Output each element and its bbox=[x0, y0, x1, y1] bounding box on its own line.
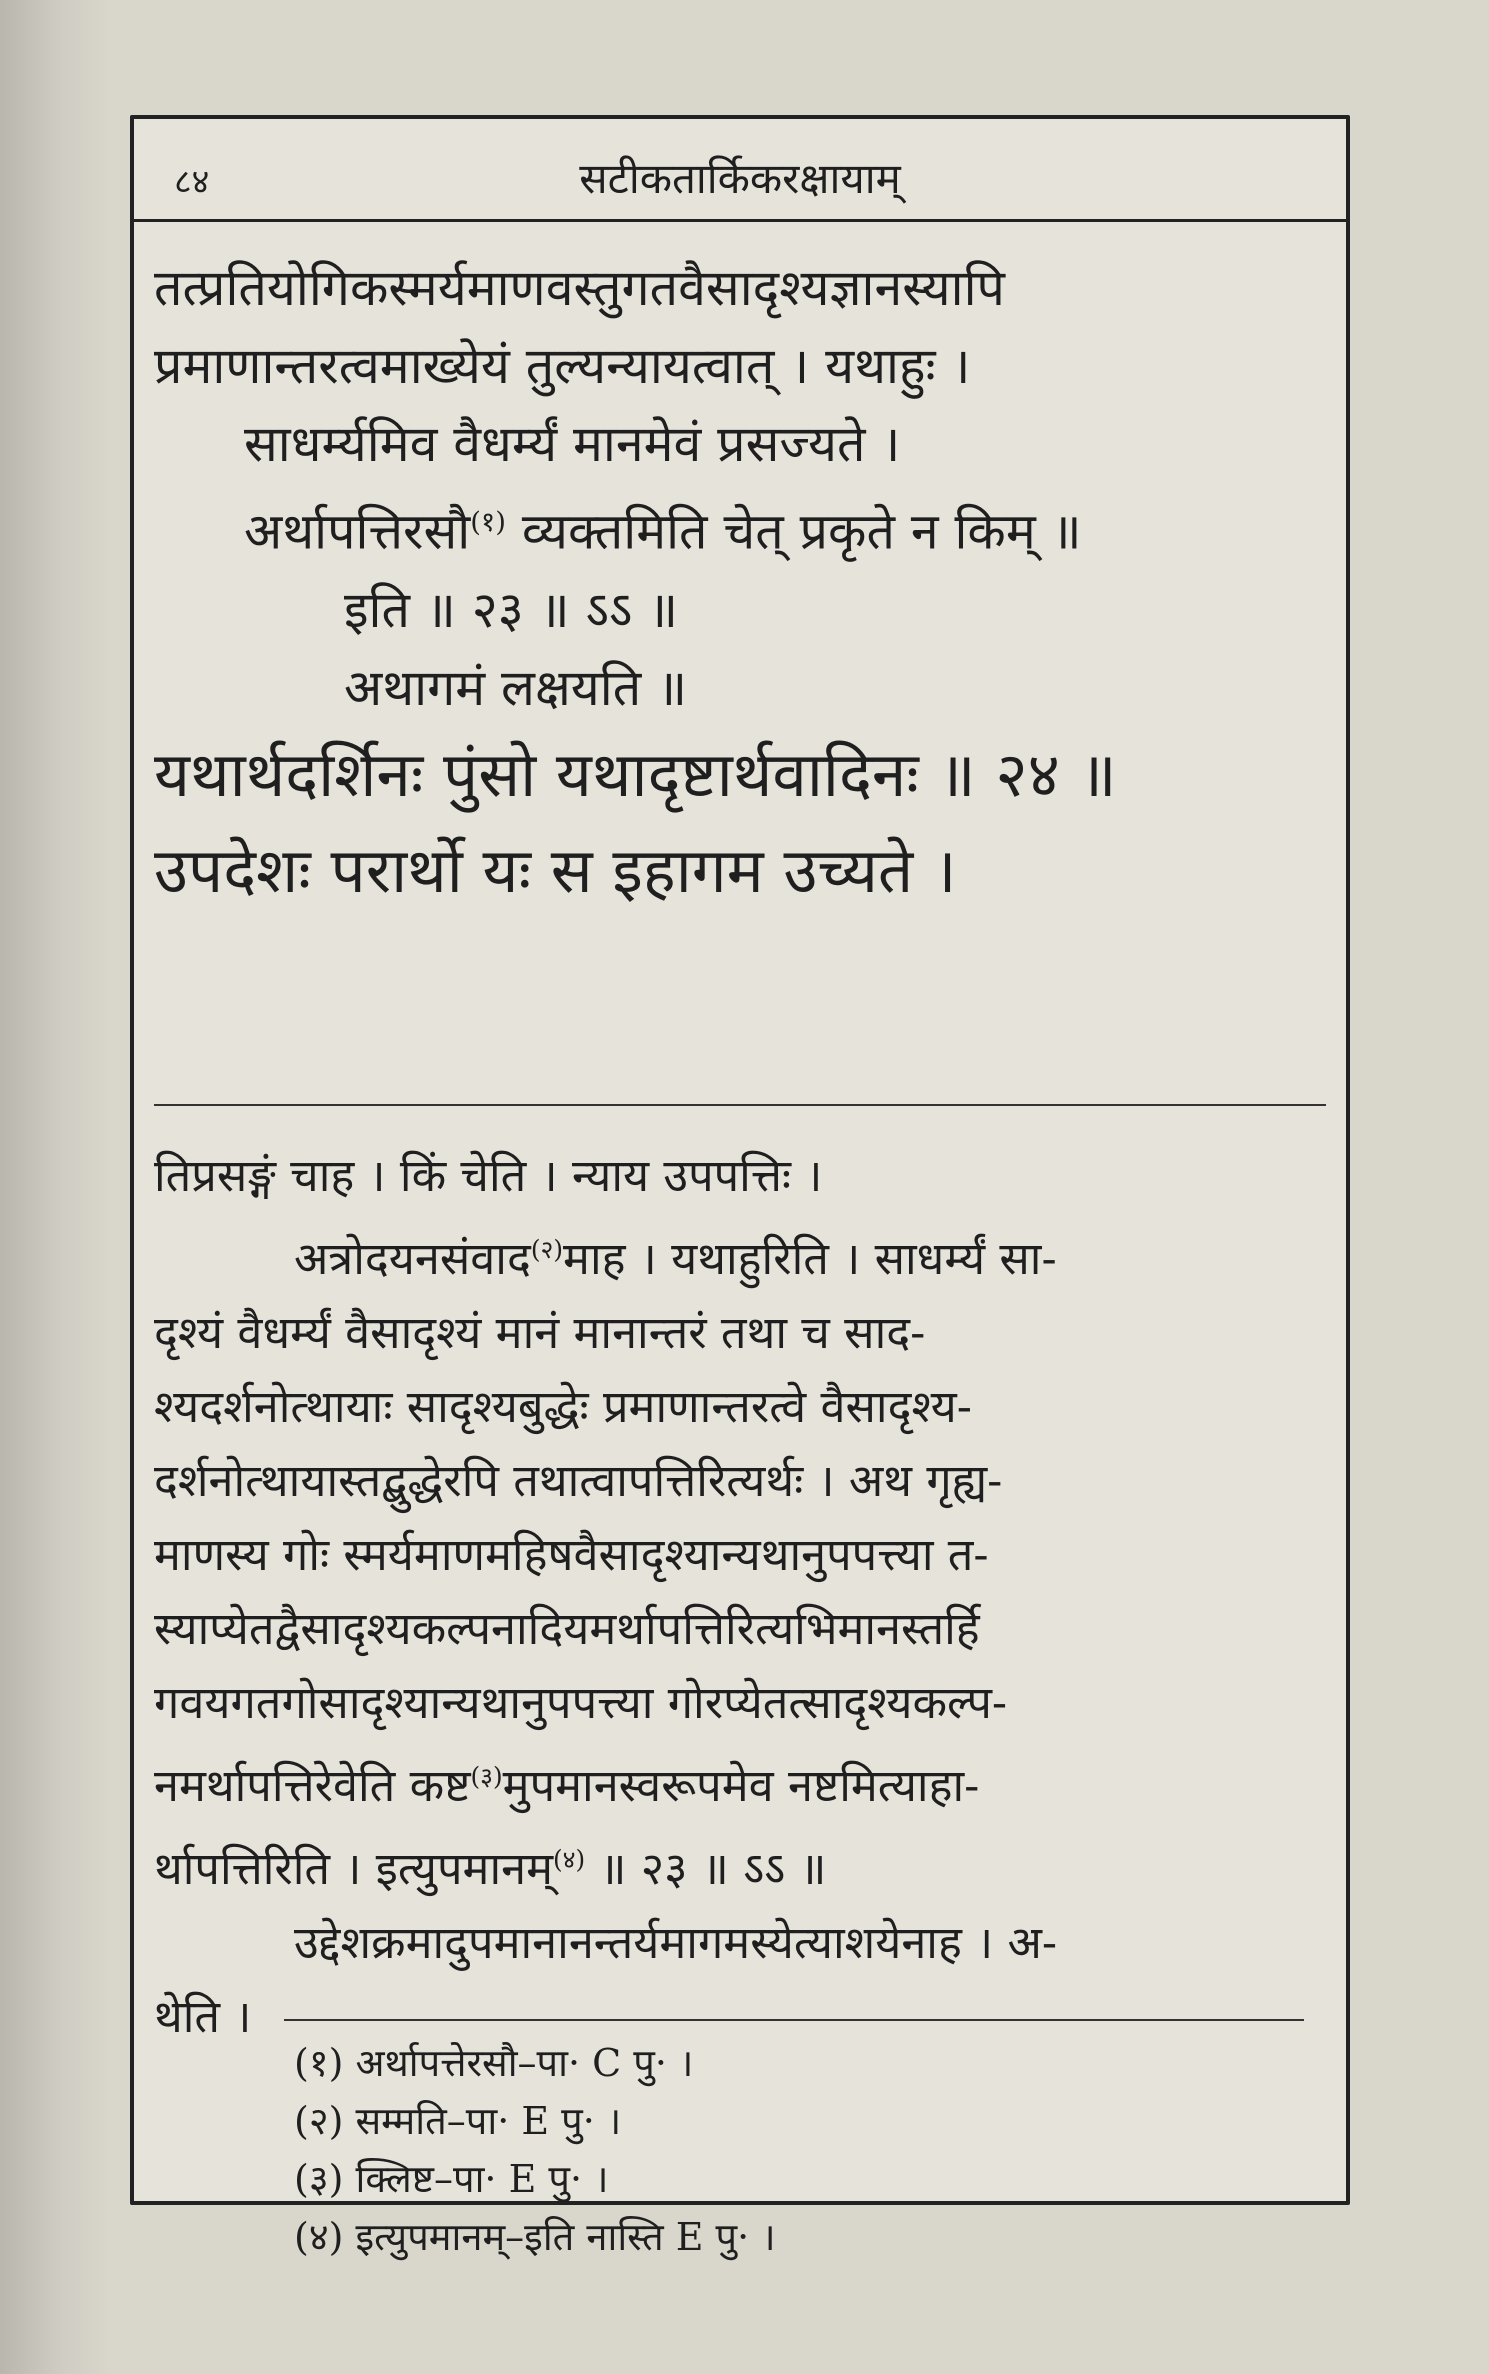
book-spine-shadow bbox=[0, 0, 110, 2374]
commentary-line: थेति । bbox=[154, 1990, 252, 2043]
commentary-line bbox=[154, 1213, 1326, 1296]
commentary-text: र्थापत्तिरिति । इत्युपमानम् bbox=[154, 1842, 554, 1895]
karika-line: यथार्थदर्शिनः पुंसो यथादृष्टार्थवादिनः ॥ २४ ॥ bbox=[154, 737, 1117, 811]
running-title: सटीकतार्किकरक्षायाम् bbox=[579, 154, 901, 203]
footnote-divider bbox=[284, 2019, 1304, 2021]
commentary-line: गवयगतगोसादृश्यान्यथानुपपत्त्या गोरप्येतत्सादृश्यकल्प- bbox=[154, 1676, 1008, 1729]
verse-line: इति ॥ २३ ॥ ऽऽ ॥ bbox=[344, 580, 679, 639]
commentary-line: श्यदर्शनोत्थायाः सादृश्यबुद्धेः प्रमाणान्तरत्वे वैसादृश्य- bbox=[154, 1380, 972, 1433]
commentary-line: दृश्यं वैधर्म्यं वैसादृश्यं मानं मानान्तरं तथा च साद- bbox=[154, 1306, 926, 1359]
footnote-marker: (१) bbox=[470, 506, 506, 538]
commentary-line bbox=[154, 1740, 1326, 1823]
commentary-line: उद्देशक्रमादुपमानानन्तर्यमागमस्येत्याशयेनाह । अ- bbox=[294, 1916, 1058, 1969]
verse-line: अथागमं लक्षयति ॥ bbox=[344, 658, 688, 717]
commentary-block bbox=[154, 1139, 1326, 2054]
commentary-line bbox=[154, 1823, 1326, 1906]
verse-block bbox=[154, 249, 1326, 919]
book-page bbox=[130, 115, 1350, 2259]
footnote: (३) क्लिष्ट–पा· E पु· । bbox=[294, 2157, 609, 2201]
footnotes bbox=[294, 2034, 776, 2266]
footnote-marker: (४) bbox=[553, 1845, 586, 1874]
commentary-text: नमर्थापत्तिरेवेति कष्ट bbox=[154, 1759, 471, 1812]
footnote: (४) इत्युपमानम्–इति नास्ति E पु· । bbox=[294, 2215, 776, 2259]
commentary-line: तिप्रसङ्गं चाह । किं चेति । न्याय उपपत्तिः । bbox=[154, 1149, 823, 1202]
commentary-line: दर्शनोत्थायास्तद्बुद्धेरपि तथात्वापत्तिरित्यर्थः । अथ गृह्य- bbox=[154, 1454, 1003, 1507]
footnote: (१) अर्थापत्तेरसौ–पा· C पु· । bbox=[294, 2041, 694, 2085]
karika-line: उपदेशः परार्थो यः स इहागम उच्यते । bbox=[154, 833, 957, 907]
verse-text: व्यक्तमिति चेत् प्रकृते न किम् ॥ bbox=[505, 502, 1082, 561]
verse-line: साधर्म्यमिव वैधर्म्यं मानमेवं प्रसज्यते । bbox=[244, 415, 901, 473]
commentary-line: माणस्य गोः स्मर्यमाणमहिषवैसादृश्यान्यथानुपपत्त्या त- bbox=[154, 1528, 989, 1581]
commentary-text: अत्रोदयनसंवाद bbox=[294, 1232, 531, 1285]
commentary-line: स्याप्येतद्वैसादृश्यकल्पनादियमर्थापत्तिरित्यभिमानस्तर्हि bbox=[154, 1602, 980, 1655]
section-divider bbox=[154, 1104, 1326, 1106]
verse-text: अर्थापत्तिरसौ bbox=[244, 502, 471, 561]
verse-line: तत्प्रतियोगिकस्मर्यमाणवस्तुगतवैसादृश्यज्ञानस्यापि bbox=[154, 259, 1005, 317]
verse-line: प्रमाणान्तरत्वमाख्येयं तुल्यन्यायत्वात् । यथाहुः । bbox=[154, 337, 971, 395]
verse-line bbox=[154, 483, 1326, 571]
page-header bbox=[134, 119, 1346, 222]
footnote-marker: (३) bbox=[470, 1762, 503, 1791]
page-number: ८४ bbox=[174, 162, 210, 202]
commentary-text: मुपमानस्वरूपमेव नष्टमित्याहा- bbox=[502, 1759, 980, 1812]
footnote: (२) सम्मति–पा· E पु· । bbox=[294, 2099, 622, 2143]
commentary-text: ॥ २३ ॥ ऽऽ ॥ bbox=[585, 1842, 827, 1895]
footnote-marker: (२) bbox=[530, 1235, 564, 1264]
commentary-text: माह । यथाहुरिति । साधर्म्यं सा- bbox=[563, 1232, 1057, 1285]
